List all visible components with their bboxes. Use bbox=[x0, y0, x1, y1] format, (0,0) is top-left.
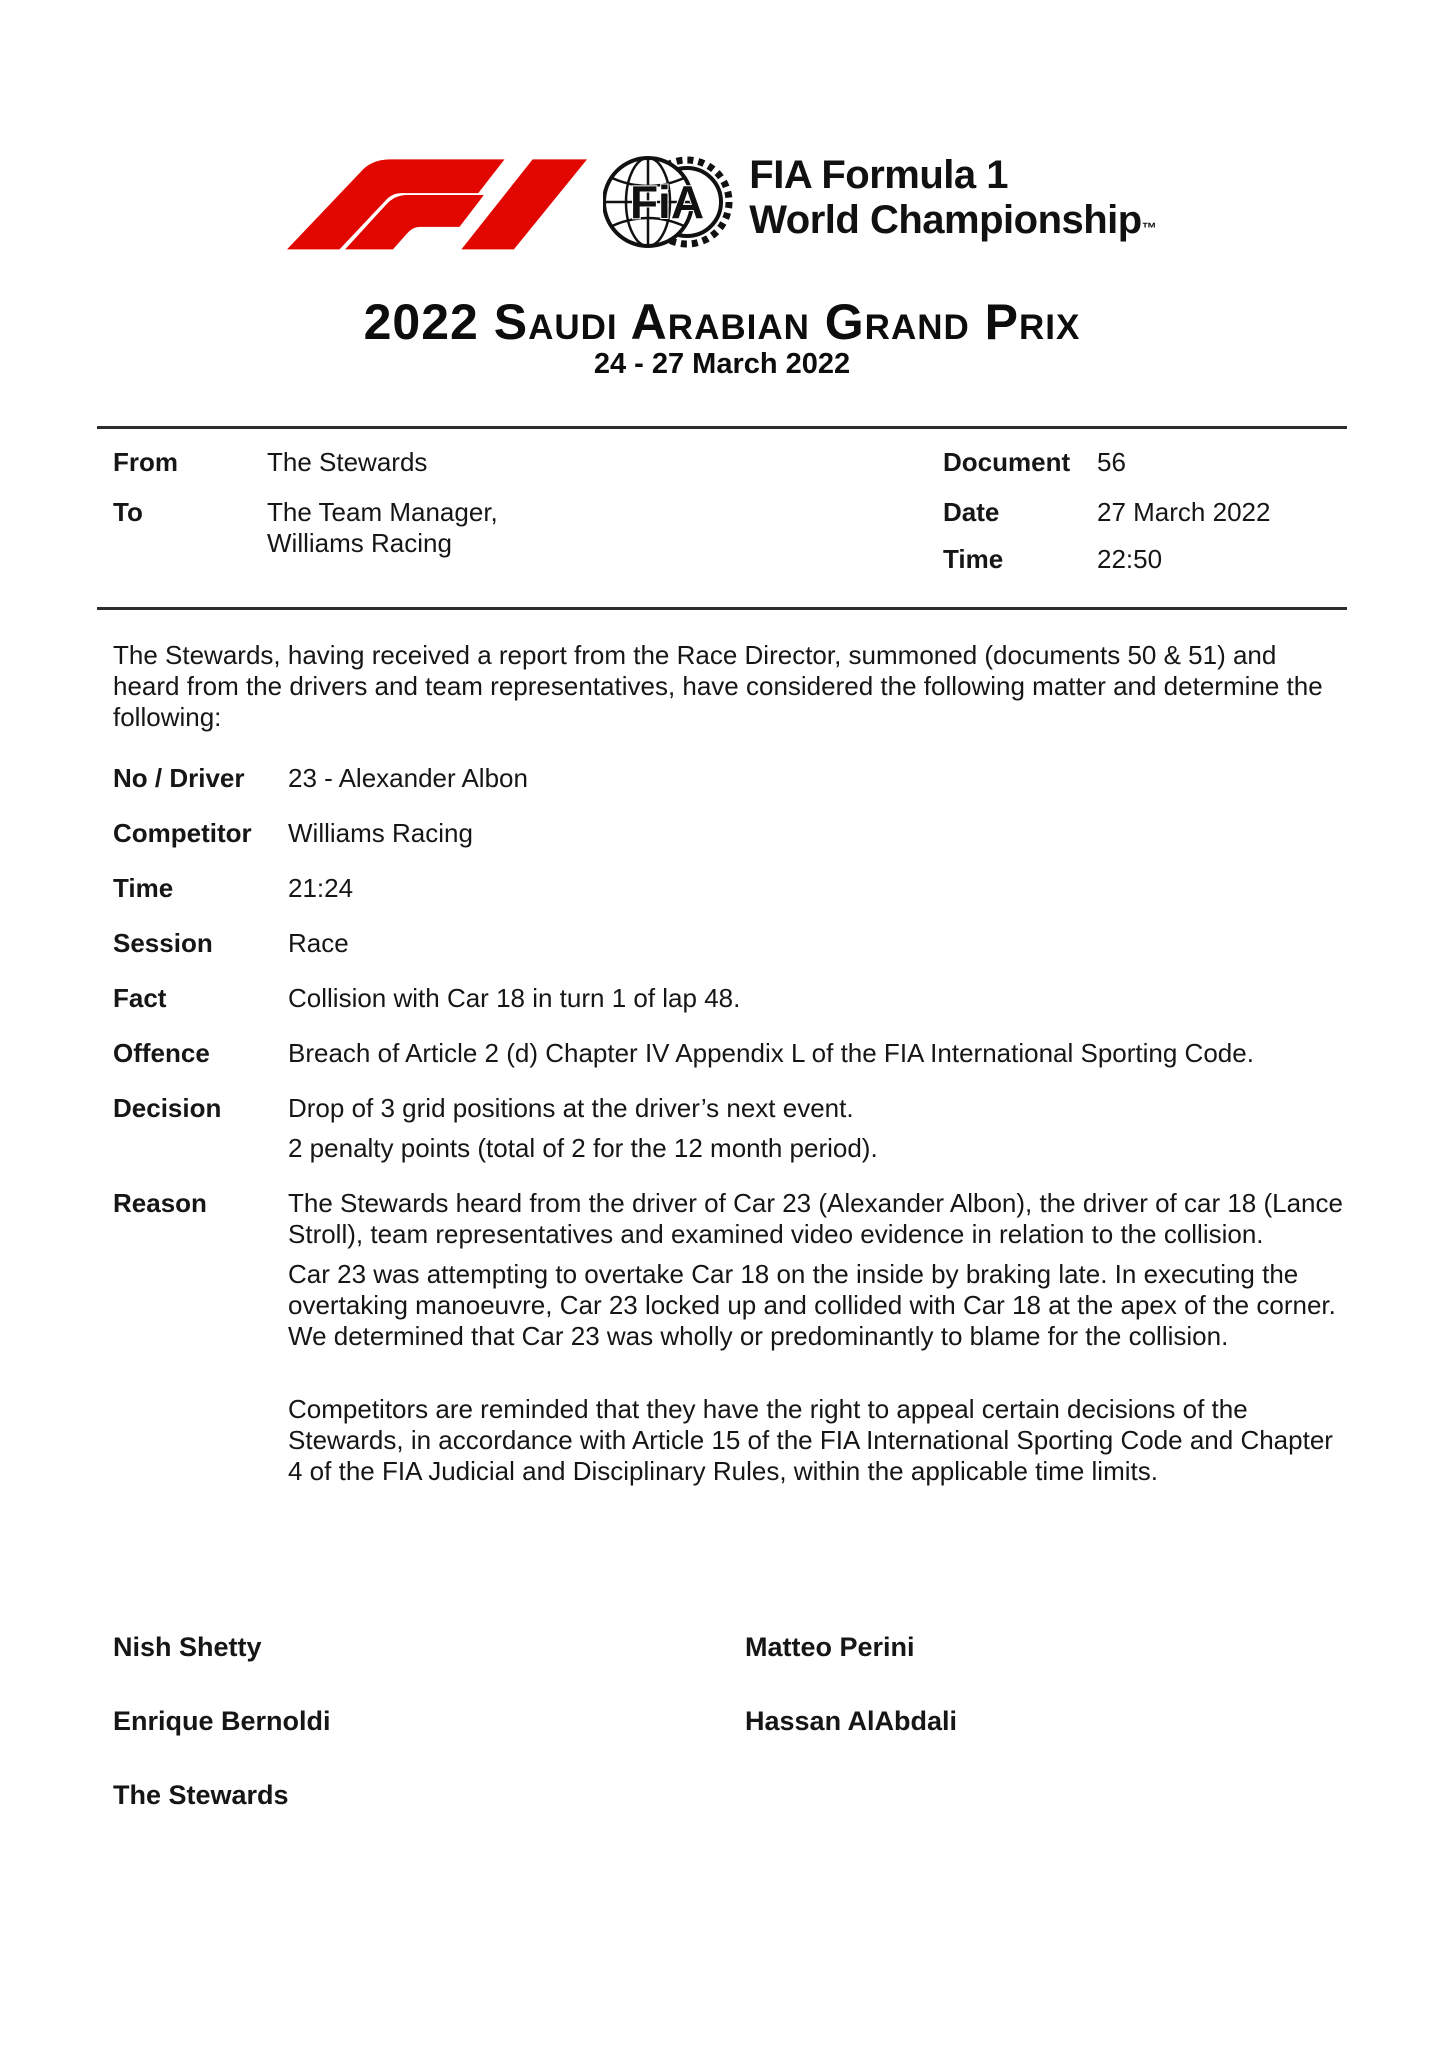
signatures-block bbox=[113, 1632, 1347, 1811]
divider-top bbox=[97, 426, 1347, 429]
field-label: No / Driver bbox=[113, 763, 245, 793]
meta-date-value: 27 March 2022 bbox=[1097, 497, 1271, 527]
field-value: 23 - Alexander Albon bbox=[288, 763, 528, 793]
meta-date-label: Date bbox=[943, 497, 1000, 527]
meta-to-line1: The Team Manager, bbox=[267, 497, 498, 527]
meta-from-label: From bbox=[113, 447, 178, 477]
signature-row-2 bbox=[113, 1706, 1347, 1737]
field-row-decision bbox=[113, 1093, 1347, 1164]
field-label: Decision bbox=[113, 1093, 222, 1123]
field-row-reason bbox=[113, 1188, 1347, 1487]
meta-document-value: 56 bbox=[1097, 447, 1126, 477]
field-row-offence bbox=[113, 1038, 1347, 1069]
meta-to-value bbox=[267, 497, 498, 559]
steward-name-left: Enrique Bernoldi bbox=[113, 1706, 331, 1736]
field-value: Breach of Article 2 (d) Chapter IV Appendix L of the FIA International Sporting Code. bbox=[288, 1038, 1254, 1068]
reason-paragraph-2: Car 23 was attempting to overtake Car 18 on the inside by braking late. In executing the overtaking manoeuvre, Car 23 locked up and collided with Car 18 at the apex of the corner. We determined that Car 23 was wholly or predominantly to blame for the collision. bbox=[288, 1259, 1336, 1351]
meta-time-label: Time bbox=[943, 544, 1004, 574]
steward-name-left: Nish Shetty bbox=[113, 1632, 262, 1662]
reason-paragraph-1: The Stewards heard from the driver of Car 23 (Alexander Albon), the driver of car 18 (Lance Stroll), team representatives and examined video evidence in relation to the collision. bbox=[288, 1188, 1343, 1249]
steward-name-right: Hassan AlAbdali bbox=[745, 1706, 958, 1736]
fia-emblem-icon bbox=[603, 150, 733, 254]
header-logo-row bbox=[97, 150, 1347, 254]
field-label: Time bbox=[113, 873, 174, 903]
logo-wordmark-line1: FIA Formula 1 bbox=[749, 153, 1008, 197]
meta-from-row bbox=[113, 447, 427, 478]
field-value: Race bbox=[288, 928, 349, 958]
field-row-time bbox=[113, 873, 1347, 904]
f1-logo-icon bbox=[287, 155, 587, 250]
reason-paragraph-3: Competitors are reminded that they have the right to appeal certain decisions of the Stewards, in accordance with Article 15 of the FIA International Sporting Code and Chapter 4 of the FIA Judicial and Disciplinary Rules, within the applicable time limits. bbox=[288, 1394, 1333, 1486]
event-title: 2022 Saudi Arabian Grand Prix bbox=[363, 294, 1081, 350]
logo-wordmark-line2: World Championship™ bbox=[749, 198, 1157, 242]
field-row-fact bbox=[113, 983, 1347, 1014]
field-label: Fact bbox=[113, 983, 167, 1013]
field-row-competitor bbox=[113, 818, 1347, 849]
meta-table bbox=[113, 447, 1347, 607]
event-dates: 24 - 27 March 2022 bbox=[593, 348, 851, 380]
divider-bottom bbox=[97, 607, 1347, 610]
field-label: Competitor bbox=[113, 818, 252, 848]
signature-footer bbox=[113, 1780, 1347, 1811]
meta-to-label: To bbox=[113, 497, 143, 527]
field-value: Collision with Car 18 in turn 1 of lap 48. bbox=[288, 983, 741, 1013]
steward-name-right: Matteo Perini bbox=[745, 1632, 915, 1662]
signature-footer-text: The Stewards bbox=[113, 1780, 289, 1810]
reason-text bbox=[288, 1188, 1347, 1487]
field-value: Williams Racing bbox=[288, 818, 473, 848]
meta-from-value: The Stewards bbox=[267, 447, 428, 477]
field-label: Offence bbox=[113, 1038, 210, 1068]
trademark-symbol: ™ bbox=[1141, 220, 1157, 237]
case-fields bbox=[113, 763, 1347, 1487]
meta-date-row bbox=[943, 497, 1270, 528]
field-label: Reason bbox=[113, 1188, 207, 1218]
field-value: 21:24 bbox=[288, 873, 354, 903]
logo-wordmark bbox=[749, 153, 1156, 251]
decision-line-2: 2 penalty points (total of 2 for the 12 month period). bbox=[288, 1133, 878, 1163]
decision-line-1: Drop of 3 grid positions at the driver’s next event. bbox=[288, 1093, 854, 1123]
field-label: Session bbox=[113, 928, 213, 958]
meta-to-line2: Williams Racing bbox=[267, 528, 452, 558]
meta-time-value: 22:50 bbox=[1097, 544, 1163, 574]
signature-row-1 bbox=[113, 1632, 1347, 1663]
meta-time-row bbox=[943, 544, 1162, 575]
intro-paragraph: The Stewards, having received a report from the Race Director, summoned (documents 50 & 51) and heard from the drivers and team representatives, have considered the following matter and determine the following: bbox=[113, 640, 1323, 732]
meta-document-label: Document bbox=[943, 447, 1071, 477]
field-row-session bbox=[113, 928, 1347, 959]
meta-to-row bbox=[113, 497, 498, 559]
meta-document-row bbox=[943, 447, 1126, 478]
field-row-no-driver bbox=[113, 763, 1347, 794]
decision-text bbox=[288, 1093, 1347, 1164]
fia-emblem-text: FiA bbox=[630, 176, 705, 228]
